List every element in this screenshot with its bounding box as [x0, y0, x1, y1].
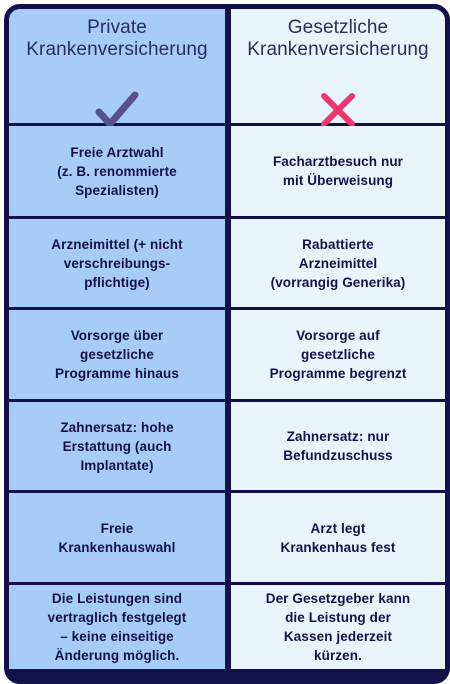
public-cell-vorsorge: Vorsorge auf gesetzliche Programme begrenzt — [231, 310, 445, 399]
public-cell-arzneimittel: Rabattierte Arzneimittel (vorrangig Generika) — [231, 219, 445, 307]
private-header-title: Private Krankenversicherung — [26, 17, 208, 60]
public-header — [231, 9, 445, 123]
private-header — [9, 9, 225, 123]
private-cell-krankenhaus: Freie Krankenhauswahl — [9, 493, 225, 582]
public-cell-leistungen: Der Gesetzgeber kann die Leistung der Kassen jederzeit kürzen. — [231, 585, 445, 669]
private-cell-vorsorge: Vorsorge über gesetzliche Programme hinaus — [9, 310, 225, 399]
comparison-table — [4, 4, 450, 684]
private-cell-leistungen: Die Leistungen sind vertraglich festgelegt – keine einseitige Änderung möglich. — [9, 585, 225, 669]
public-cell-arztwahl: Facharztbesuch nur mit Überweisung — [231, 126, 445, 216]
public-cell-krankenhaus: Arzt legt Krankenhaus fest — [231, 493, 445, 582]
private-cell-zahnersatz: Zahnersatz: hohe Erstattung (auch Implantate) — [9, 402, 225, 490]
public-cell-zahnersatz: Zahnersatz: nur Befundzuschuss — [231, 402, 445, 490]
private-cell-arzneimittel: Arzneimittel (+ nicht verschreibungs- pflichtige) — [9, 219, 225, 307]
private-cell-arztwahl: Freie Arztwahl (z. B. renommierte Spezialisten) — [9, 126, 225, 216]
public-header-title: Gesetzliche Krankenversicherung — [247, 17, 429, 60]
